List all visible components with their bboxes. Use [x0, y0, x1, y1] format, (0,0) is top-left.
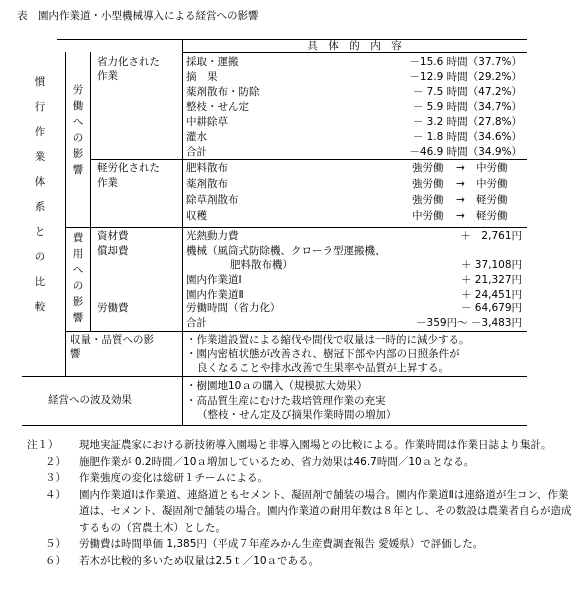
note-item: [27, 553, 575, 570]
arrow-right-icon: →: [456, 178, 465, 190]
divider-yield-management: [22, 376, 527, 377]
arrow-right-icon: →: [456, 194, 465, 206]
note-number: ５）: [45, 538, 66, 550]
lighter-item-to: 軽労働: [476, 194, 508, 206]
vline-content: [182, 39, 183, 425]
management-line: ・樹園地10ａの購入（規模拡大効果）: [186, 380, 368, 392]
management-label: 経営への波及効果: [48, 394, 132, 406]
note-item: [27, 437, 575, 454]
saving-item-name: 採取・運搬: [186, 56, 239, 68]
labor-lighter-label-line2: 作業: [97, 177, 118, 189]
saving-total-value: －46.9 時間（34.9%）: [409, 146, 522, 158]
saving-item-name: 灌水: [186, 131, 207, 143]
main-category-label: 慣行作業体系との比較: [34, 76, 46, 313]
notes: [27, 437, 575, 569]
note-number: ４）: [45, 488, 66, 501]
management-line: ・高品質生産にむけた栽培管理作業の充実: [186, 395, 386, 407]
vline-main: [65, 52, 66, 376]
yield-quality-line: ・園内密植状態が改善され、樹冠下部や内部の日照条件が: [186, 348, 460, 360]
lighter-item-name: 肥料散布: [186, 162, 228, 174]
table-header: 具 体 的 内 容: [307, 40, 402, 52]
cost-total-value: －359円～ －3,483円: [416, 317, 522, 329]
note-text: 園内作業道Ⅰは作業道、連絡道ともセメント、凝固剤で舗装の場合。園内作業道Ⅱは連絡道が生コン、作業道は、セメント、凝固剤で舗装の場合。園内作業道の耐用年数は８年とし、その数設は農業者自らが造成するもの（宮農土木）とした。: [79, 488, 572, 534]
vline-category: [90, 52, 91, 331]
yield-quality-line: ・作業道設置による縮伐や間伐で収量は一時的に減少する。: [186, 334, 470, 346]
cost-item-name: 機械（風筒式防除機、クローラ型運搬機、: [186, 245, 386, 257]
note-number: 注１）: [27, 439, 59, 451]
saving-item-value: － 7.5 時間（47.2%）: [412, 86, 522, 98]
lighter-item-from: 強労働: [412, 162, 444, 174]
note-text: 施肥作業が 0.2時間／10ａ増加しているため、省力効果は46.7時間／10ａとなる。: [79, 455, 475, 468]
cost-item-name: 労働時間（省力化）: [186, 302, 281, 314]
note-text: 若木が比較的多いため収量は2.5ｔ／10ａである。: [79, 554, 320, 567]
note-text: 現地実証農家における新技術導入園場と非導入園場との比較による。作業時間は作業日誌より集計。: [79, 439, 552, 451]
lighter-item-to: 中労働: [476, 162, 508, 174]
saving-item-value: － 5.9 時間（34.7%）: [412, 101, 522, 113]
lighter-item-from: 強労働: [412, 178, 444, 190]
labor-saving-label-line1: 省力化された: [97, 56, 160, 68]
note-number: ２）: [45, 455, 66, 468]
saving-item-value: － 3.2 時間（27.8%）: [412, 116, 522, 128]
lighter-item-name: 収穫: [186, 210, 207, 222]
saving-item-name: 薬剤散布・防除: [186, 86, 260, 98]
saving-item-name: 整枝・せん定: [186, 101, 249, 113]
divider-cost-yield: [65, 331, 527, 332]
labor-saving-label-line2: 作業: [97, 70, 118, 82]
arrow-right-icon: →: [456, 162, 465, 174]
yield-quality-label-line1: 収量・品質への影: [70, 334, 154, 346]
cost-item-value: ＋ 24,451円: [460, 289, 522, 301]
lighter-item-from: 中労働: [412, 210, 444, 222]
labor-impact-label: 労働への影響: [72, 84, 84, 176]
cost-labor-label: 労働費: [97, 302, 129, 314]
divider-labor-cost: [65, 227, 527, 228]
lighter-item-to: 軽労働: [476, 210, 508, 222]
cost-item-name: 園内作業道Ⅰ: [186, 274, 242, 286]
saving-item-name: 摘 果: [186, 71, 218, 83]
cost-impact-label: 費用への影響: [72, 232, 84, 324]
lighter-item-from: 強労働: [412, 194, 444, 206]
lighter-item-to: 中労働: [476, 178, 508, 190]
divider-saving-lighter: [90, 159, 527, 160]
note-text: 作業強度の変化は総研１チームによる。: [79, 472, 268, 484]
saving-item-value: －12.9 時間（29.2%）: [409, 71, 522, 83]
note-item: [27, 536, 575, 553]
saving-total-name: 合計: [186, 146, 207, 158]
saving-item-name: 中耕除草: [186, 116, 228, 128]
cost-materials-label: 資材費: [97, 230, 129, 242]
cost-item-name: 光熱動力費: [186, 230, 239, 242]
cost-item-name: 園内作業道Ⅱ: [186, 289, 244, 301]
table-bottom-border: [22, 425, 527, 426]
arrow-right-icon: →: [456, 210, 465, 222]
cost-total-name: 合計: [186, 317, 207, 329]
note-number: ６）: [45, 554, 66, 567]
lighter-item-name: 薬剤散布: [186, 178, 228, 190]
yield-quality-label-line2: 響: [70, 348, 81, 360]
note-text: 労働費は時間単価 1,385円（平成７年産みかん生産費調査報告 愛媛県）で評価した。: [79, 538, 484, 550]
cost-item-value: ＋ 37,108円: [460, 259, 522, 271]
yield-quality-line: 良くなることや排水改善で生果率や品質が上昇する。: [197, 362, 449, 374]
note-item: [27, 487, 575, 537]
note-number: ３）: [45, 472, 66, 484]
saving-item-value: － 1.8 時間（34.6%）: [412, 131, 522, 143]
cost-item-name-cont: 肥料散布機）: [230, 259, 293, 271]
cost-item-value: ＋ 2,761円: [460, 230, 522, 242]
cost-item-value: － 64,679円: [460, 302, 522, 314]
saving-item-value: －15.6 時間（37.7%）: [409, 56, 522, 68]
table-title: 表 園内作業道・小型機械導入による経営への影響: [17, 10, 259, 22]
lighter-item-name: 除草剤散布: [186, 194, 239, 206]
cost-item-value: ＋ 21,327円: [460, 274, 522, 286]
note-item: [27, 454, 575, 471]
labor-lighter-label-line1: 軽労化された: [97, 162, 160, 174]
management-line: （整枝・せん定及び摘果作業時間の増加）: [197, 409, 397, 421]
note-item: [27, 470, 575, 487]
cost-depreciation-label: 償却費: [97, 245, 129, 257]
